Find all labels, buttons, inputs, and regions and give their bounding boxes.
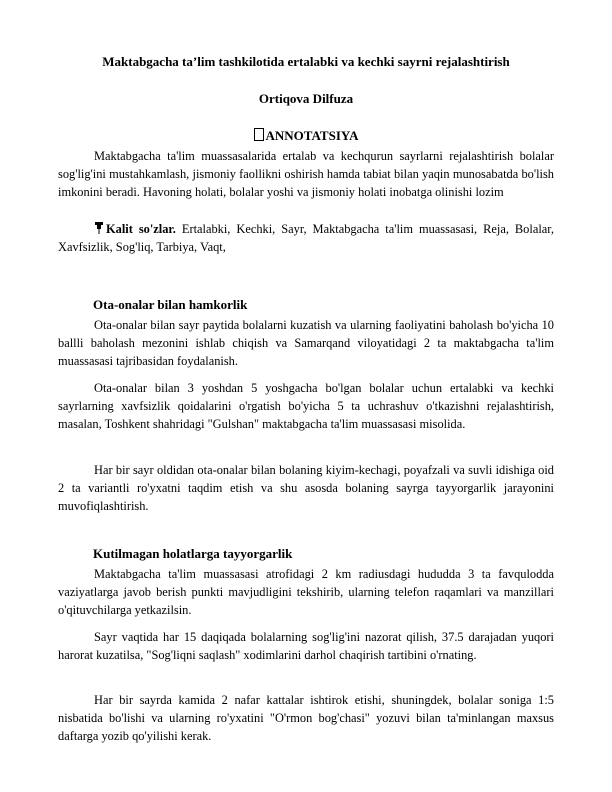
missing-glyph-icon [254, 128, 264, 141]
keywords-text: Ertalabki, Kechki, Sayr, Maktabgacha ta'lim muassasasi, Reja, Bolalar, Xavfsizlik, Sog'liq, Tarbiya, Vaqt, [58, 222, 554, 254]
section2-paragraph-2: Sayr vaqtida har 15 daqiqada bolalarning sog'lig'ini nazorat qilish, 37.5 darajadan yuqori harorat kuzatilsa, "Sog'liqni saqlash" xodimlarini darhol chaqirish tartibini o'rnating. [58, 630, 554, 662]
paper-title: Maktabgacha ta’lim tashkilotida ertalabki va kechki sayrni rejalashtirish [102, 54, 510, 69]
section-heading-parents: Ota-onalar bilan hamkorlik [93, 297, 248, 312]
pushpin-icon [94, 222, 104, 234]
annotation-heading [0, 127, 612, 145]
author-name: Ortiqova Dilfuza [258, 91, 354, 106]
keywords-label: Kalit so'zlar. [106, 222, 176, 236]
section2-paragraph-1: Maktabgacha ta'lim muassasasi atrofidagi 2 km radiusdagi hududda 3 ta favqulodda vaziyatlarga javob berish punkti mavjudligini tekshirib, ularning telefon raqamlari va manzillari o'qituvchilarga yetkazilsin. [58, 567, 554, 617]
section2-paragraph-3: Har bir sayrda kamida 2 nafar kattalar ishtirok etishi, shuningdek, bolalar soniga 1:5 nisbatida bo'lishi va ularning ro'yxatini "O'rmon bog'chasi" yozuvi bilan ta'minlangan maxsus daftarga yozib qo'yilishi kerak. [58, 693, 554, 743]
annotation-text: Maktabgacha ta'lim muassasalarida ertalab va kechqurun sayrlarni rejalashtirish bolalar sog'lig'ini mustahkamlash, jismoniy faollikni oshirish hamda tabiat bilan yaqin munosabatda bo'lish imkonini beradi. Havoning holati, bolalar yoshi va jismoniy holati inobatga olinishi lozim [58, 149, 554, 199]
section-heading-emergency: Kutilmagan holatlarga tayyorgarlik [93, 546, 293, 561]
annotation-heading-text: ANNOTATSIYA [265, 128, 359, 143]
keywords-paragraph [58, 220, 554, 256]
section1-paragraph-1: Ota-onalar bilan sayr paytida bolalarni kuzatish va ularning faoliyatini baholash bo'yicha 10 ballli baholash mezonini ishlab chiqish va Samarqand viloyatidagi 2 ta maktabgacha ta'lim muassasasi tajribasidan foydalanish. [58, 318, 554, 368]
section1-paragraph-3: Har bir sayr oldidan ota-onalar bilan bolaning kiyim-kechagi, poyafzali va suvli idishiga oid 2 ta variantli ro'yxatni taqdim etish va shu asosda bolaning sayrga tayyorgarlik jarayonini muvofiqlashtirish. [58, 463, 554, 513]
section1-paragraph-2: Ota-onalar bilan 3 yoshdan 5 yoshgacha bo'lgan bolalar uchun ertalabki va kechki sayrlarning xavfsizlik qoidalarini o'rgatish bo'yicha 5 ta uchrashuv o'tkazishni rejalashtirish, masalan, Toshkent shahridagi "Gulshan" maktabgacha ta'lim muassasasi misolida. [58, 381, 554, 431]
